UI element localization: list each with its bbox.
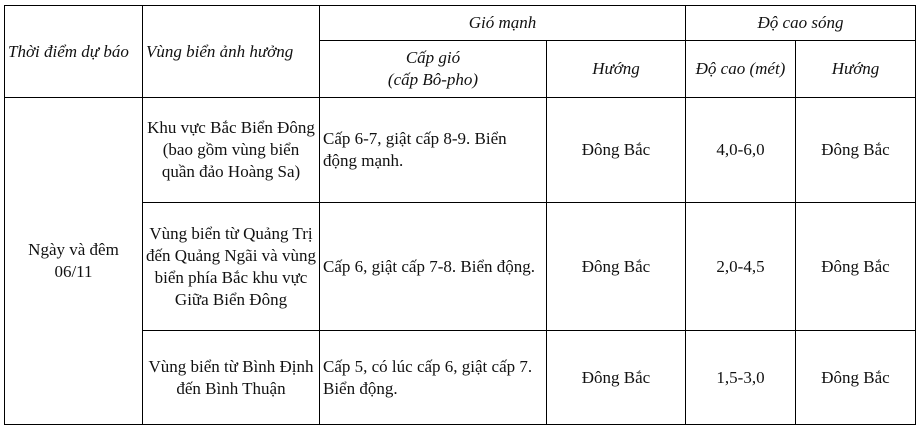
wave-direction-cell — [796, 331, 916, 425]
wave-direction-cell — [796, 203, 916, 331]
wind-direction-text: Đông Bắc — [581, 256, 651, 276]
wave-height-text: 1,5-3,0 — [716, 367, 765, 387]
wind-text: Cấp 6, giật cấp 7-8. Biển động. — [323, 256, 535, 276]
wave-height-text: 2,0-4,5 — [716, 256, 765, 276]
wave-direction-text: Đông Bắc — [821, 140, 890, 159]
wave-direction-cell — [796, 98, 916, 203]
header-wave-direction — [796, 41, 916, 98]
header-row-1 — [5, 6, 916, 41]
zone-cell — [143, 331, 320, 425]
header-strong-wind-label: Gió mạnh — [468, 13, 537, 32]
wind-direction-text: Đông Bắc — [581, 367, 651, 387]
zone-cell — [143, 98, 320, 203]
wind-cell — [320, 98, 547, 203]
header-wind-level-line2: (cấp Bô-pho) — [387, 70, 479, 89]
wind-cell — [320, 331, 547, 425]
header-time — [5, 6, 143, 98]
wave-height-cell — [686, 98, 796, 203]
header-zone-label: Vùng biển ảnh hưởng — [146, 41, 294, 61]
wind-text: Cấp 6-7, giật cấp 8-9. Biển động mạnh. — [323, 129, 507, 170]
wind-direction-cell — [547, 331, 686, 425]
header-wind-level — [320, 41, 547, 98]
wave-direction-text: Đông Bắc — [821, 367, 890, 387]
header-wave-height-group-label: Độ cao sóng — [757, 13, 844, 32]
header-wind-direction — [547, 41, 686, 98]
wave-height-cell — [686, 203, 796, 331]
zone-text: Khu vực Bắc Biển Đông (bao gồm vùng biển quần đảo Hoàng Sa) — [147, 118, 315, 181]
zone-text: Vùng biển từ Quảng Trị đến Quảng Ngãi và vùng biển phía Bắc khu vực Giữa Biển Đông — [146, 223, 316, 309]
header-wave-height-group — [686, 6, 916, 41]
header-strong-wind — [320, 6, 686, 41]
wind-direction-cell — [547, 203, 686, 331]
header-wind-direction-label: Hướng — [592, 59, 640, 78]
wind-cell — [320, 203, 547, 331]
header-wave-direction-label: Hướng — [831, 59, 880, 78]
time-period-cell — [5, 98, 143, 425]
header-wave-height — [686, 41, 796, 98]
wind-text: Cấp 5, có lúc cấp 6, giật cấp 7. Biển động. — [323, 356, 533, 398]
header-wind-level-line1: Cấp gió — [405, 48, 461, 67]
wind-direction-cell — [547, 98, 686, 203]
zone-text: Vùng biển từ Bình Định đến Bình Thuận — [148, 356, 314, 398]
marine-forecast-table — [4, 5, 916, 425]
time-period: Ngày và đêm 06/11 — [28, 240, 119, 281]
table-row — [5, 98, 916, 203]
zone-cell — [143, 203, 320, 331]
header-wave-height-label: Độ cao (mét) — [695, 59, 786, 78]
header-zone — [143, 6, 320, 98]
wind-direction-text: Đông Bắc — [581, 140, 651, 159]
wave-height-text: 4,0-6,0 — [716, 140, 765, 159]
wave-height-cell — [686, 331, 796, 425]
header-time-label: Thời điểm dự báo — [8, 41, 129, 61]
wave-direction-text: Đông Bắc — [821, 256, 890, 276]
